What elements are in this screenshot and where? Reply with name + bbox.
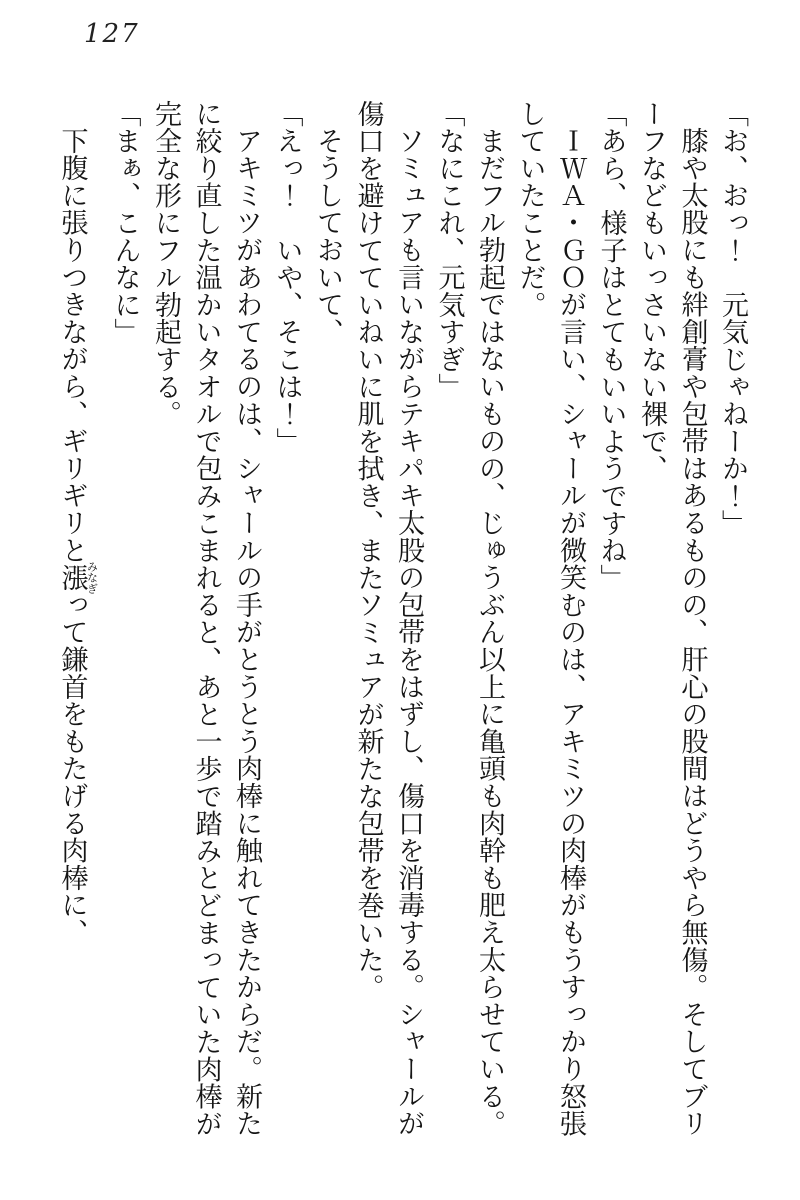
text-line: ソミュアも言いながらテキパキ太股の包帯をはずし、傷口を消毒する。シャールが bbox=[393, 127, 424, 1138]
text-line: まだフル勃起ではないものの、じゅうぶん以上に亀頭も肉幹も肥え太らせている。 bbox=[474, 127, 505, 1138]
text-line: に絞り直した温かいタオルで包みこまれると、あと一歩で踏みとどまっていた肉棒が bbox=[190, 100, 222, 1138]
ruby-annotated-word bbox=[56, 560, 99, 594]
text-line: していたことだ。 bbox=[514, 100, 546, 319]
ruby-base: 漲 bbox=[56, 560, 88, 594]
page-number: 127 bbox=[84, 19, 140, 49]
text-line: 「お、おっ！ 元気じゃねーか！」 bbox=[717, 100, 748, 537]
text-line: 完全な形にフル勃起する。 bbox=[150, 100, 181, 428]
text-line: ーフなどもいっさいない裸で、 bbox=[636, 100, 667, 483]
furigana: みなぎ bbox=[85, 560, 99, 594]
text-line: 傷口を避けてていねいに肌を拭き、またソミュアが新たな包帯を巻いた。 bbox=[352, 100, 384, 1001]
text-line: 「えっ！ いや、そこは！」 bbox=[271, 100, 303, 455]
text-segment: 下腹に張りつきながら、ギリギリと bbox=[56, 127, 88, 564]
text-line: そうしておいて、 bbox=[312, 127, 343, 346]
text-line: 「なにこれ、元気すぎ」 bbox=[433, 100, 465, 401]
text-line: 「あら、様子はとてもいいようですね」 bbox=[595, 100, 627, 592]
text-segment: って鎌首をもたげる肉棒に、 bbox=[56, 591, 88, 947]
text-line: アキミツがあわてるのは、シャールの手がとうとう肉棒に触れてきたからだ。新た bbox=[231, 127, 262, 1138]
text-line bbox=[56, 100, 99, 1145]
text-line: 「まぁ、こんなに」 bbox=[109, 100, 141, 346]
text-line: 膝や太股にも絆創膏や包帯はあるものの、肝心の股間はどうやら無傷。そしてブリ bbox=[676, 127, 708, 1138]
text-line: ＩＷＡ・ＧＯが言い、シャールが微笑むのは、アキミツの肉棒がもうすっかり怒張 bbox=[555, 127, 586, 1138]
vertical-text-block bbox=[45, 100, 746, 1145]
